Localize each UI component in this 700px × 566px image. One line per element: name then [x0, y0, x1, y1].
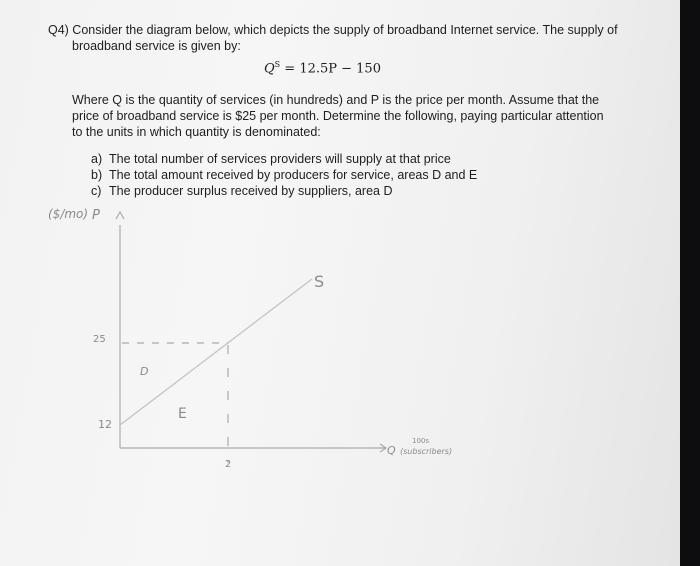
part-a-tag: a): [91, 152, 103, 166]
part-c-text: The producer surplus received by suppliers, area D: [109, 184, 393, 198]
quantity-axis-arrow-icon: [372, 444, 386, 452]
equation-q: Q: [264, 61, 275, 77]
equation-rhs: = 12.5P − 150: [280, 61, 381, 77]
y-axis-label: P: [92, 208, 100, 223]
supply-label: S: [314, 272, 325, 291]
price-axis-arrow-icon: [116, 212, 124, 219]
part-c-tag: c): [91, 184, 102, 198]
supply-equation: [264, 60, 381, 76]
supply-diagram: [0, 195, 680, 485]
question-line-1: Q4) Consider the diagram below, which depicts the supply of broadband Internet service. The supply of: [48, 23, 618, 37]
x-axis-note: (subscribers): [400, 447, 453, 456]
y-axis-note: ($/mo): [48, 207, 89, 221]
part-a-text: The total number of services providers will supply at that price: [109, 152, 451, 166]
part-b: [91, 167, 477, 183]
part-b-text: The total amount received by producers for service, areas D and E: [109, 168, 478, 182]
x-axis-note-top: 100s: [412, 437, 430, 445]
supply-curve: [120, 279, 312, 425]
price-tick-label: 25: [93, 334, 106, 345]
screen-edge: [680, 0, 700, 566]
question-line-2: broadband service is given by:: [72, 39, 241, 53]
part-a: [91, 151, 451, 167]
where-line-1: Where Q is the quantity of services (in hundreds) and P is the price per month. Assume that the: [72, 93, 600, 107]
quantity-tick-label: 2: [225, 459, 232, 470]
area-e-label: E: [178, 406, 187, 422]
intercept-tick-label: 12: [98, 418, 112, 431]
where-line-2: price of broadband service is $25 per month. Determine the following, paying particular attention: [72, 109, 604, 123]
part-b-tag: b): [91, 168, 103, 182]
x-axis-label: Q: [387, 444, 396, 457]
equation-superscript: S: [274, 60, 281, 69]
where-line-3: to the units in which quantity is denominated:: [72, 125, 321, 139]
area-d-label: D: [140, 365, 149, 378]
